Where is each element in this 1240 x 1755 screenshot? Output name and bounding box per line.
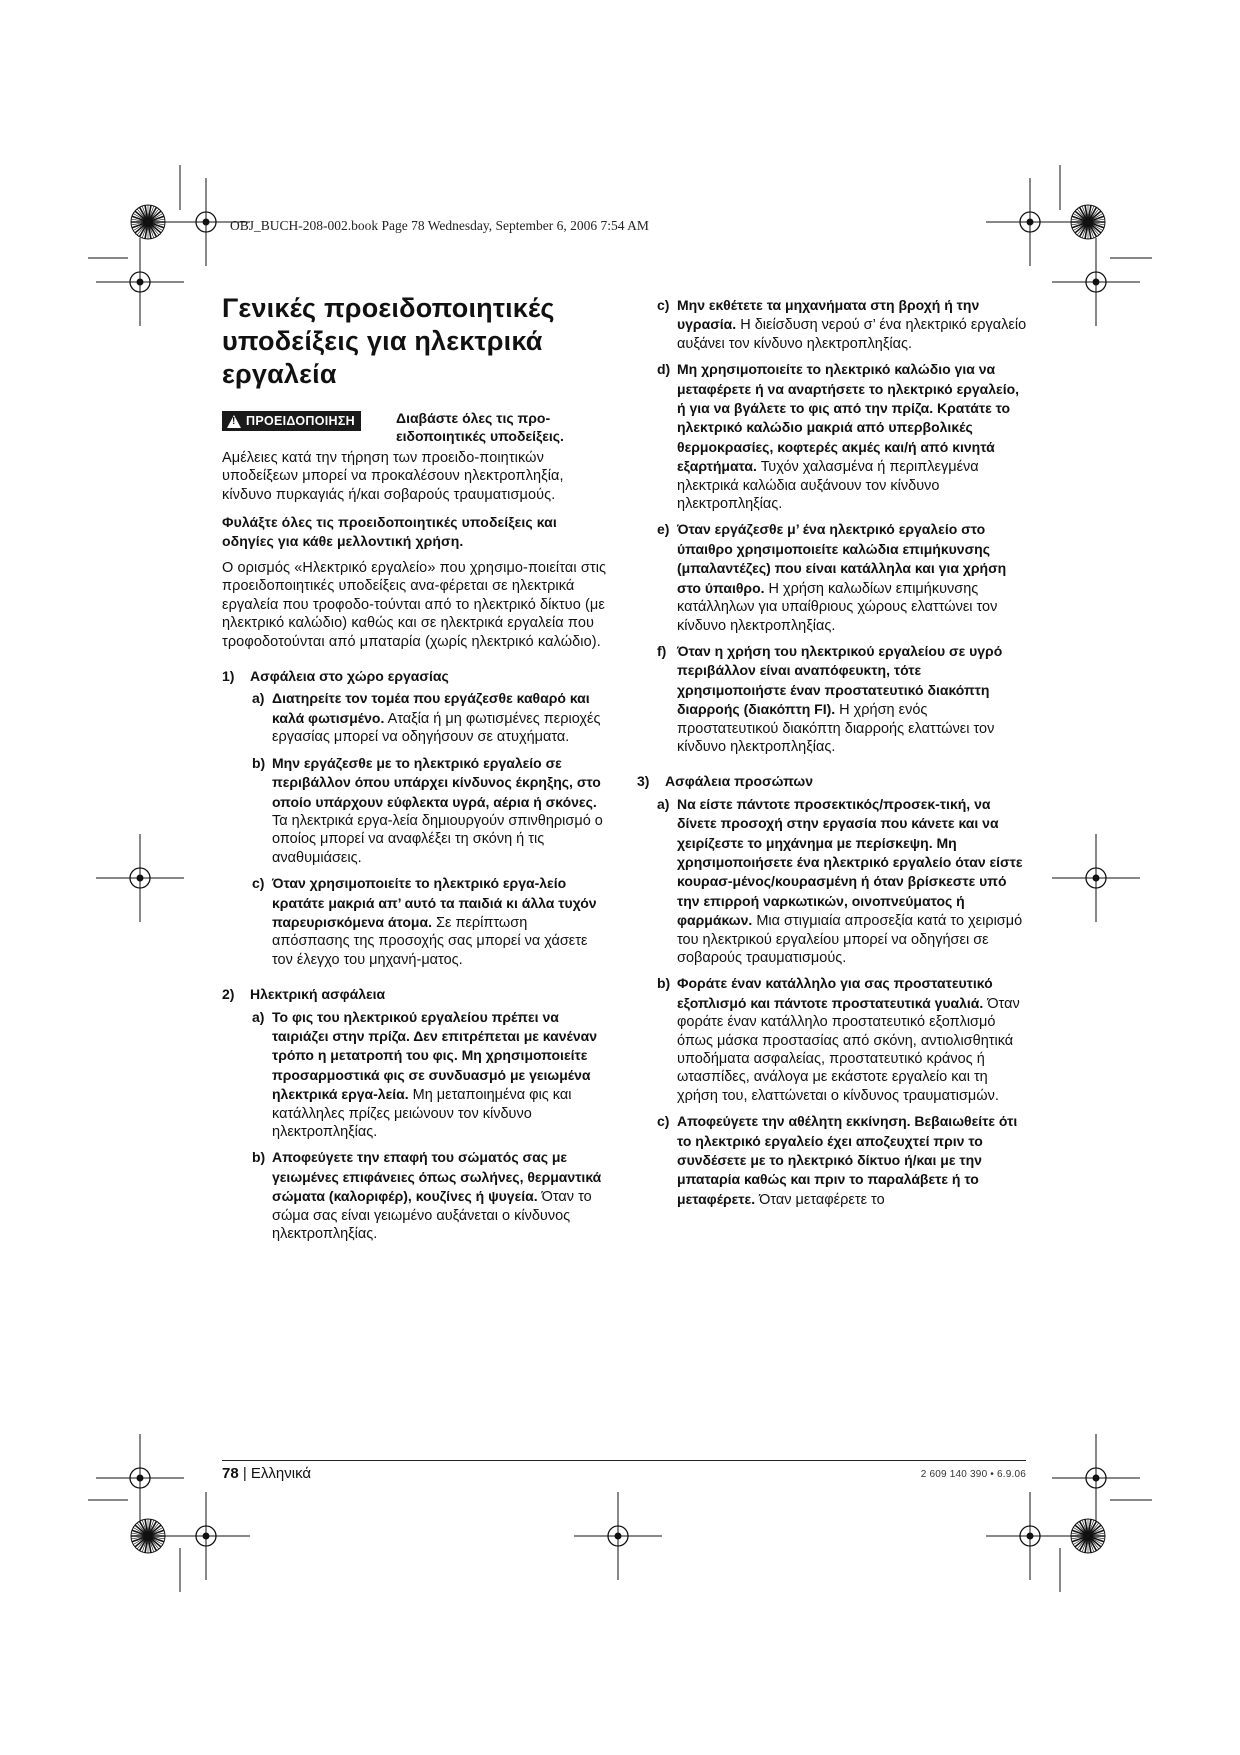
list-item xyxy=(252,1008,608,1142)
crosshair-dot xyxy=(137,1475,144,1482)
list-item-bold: Μην εργάζεσθε με το ηλεκτρικό εργαλείο σε περιβάλλον όπου υπάρχει κίνδυνος έκρηξης, στο οποίο υπάρχουν εύφλεκτα υγρά, αέρια ή σκόνες. xyxy=(272,754,601,810)
list-item-letter: a) xyxy=(252,1008,265,1025)
list-item-bold: Όταν χρησιμοποιείτε το ηλεκτρικό εργα-λείο κρατάτε μακριά απ’ αυτό τα παιδιά κι άλλα τυχόν παρευρισκόμενα άτομα. xyxy=(272,875,597,930)
page-number: 78 xyxy=(222,1465,239,1482)
list-item-body: Τα ηλεκτρικά εργα-λεία δημιουργούν σπινθηρισμό ο οποίος μπορεί να αναφλέξει τη σκόνη ή τις αναθυμιάσεις. xyxy=(272,812,603,866)
list-item-text xyxy=(272,1148,608,1243)
warning-badge-label: ΠΡΟΕΙΔΟΠΟΙΗΣΗ xyxy=(246,414,355,428)
section-2-number: 2) xyxy=(222,986,235,1003)
crosshair-dot xyxy=(1027,1533,1034,1540)
print-header-stamp: OBJ_BUCH-208-002.book Page 78 Wednesday, September 6, 2006 7:54 AM xyxy=(230,218,649,233)
section-2-heading xyxy=(222,985,608,1003)
list-item-bold: Να είστε πάντοτε προσεκτικός/προσεκ-τική, να δίνετε προσοχή στην εργασία που κάνετε και να χειρίζεστε το μηχάνημα με περίσκεψη. Μη χρησιμοποιήσετε ένα ηλεκτρικό εργαλείο όταν είστε κουρασ-μένος/κουρασμένη ή όταν βρίσκεστε υπό την επιρροή ναρκωτικών, οινοπνεύματος ή φαρμάκων. xyxy=(677,795,1023,929)
list-item-letter: d) xyxy=(657,361,671,378)
warning-block xyxy=(222,409,608,449)
list-item-text xyxy=(677,642,1031,756)
list-item-bold: Φοράτε έναν κατάλληλο για σας προστατευτικό εξοπλισμό και πάντοτε προστατευτικά γυαλιά. xyxy=(677,975,993,1011)
list-item-text xyxy=(272,754,608,867)
section-1-number: 1) xyxy=(222,668,235,685)
list-item xyxy=(657,296,1031,353)
section-2-title: Ηλεκτρική ασφάλεια xyxy=(250,986,386,1003)
section-3-title: Ασφάλεια προσώπων xyxy=(665,773,814,790)
list-item xyxy=(252,689,608,746)
list-item-letter: a) xyxy=(657,795,670,812)
section-2-items-left xyxy=(222,1008,608,1244)
list-item-body: Μη μεταποιημένα φις και κατάλληλες πρίζες μειώνουν τον κίνδυνο ηλεκτροπληξίας. xyxy=(272,1087,572,1140)
section-3-items xyxy=(637,795,1031,1210)
list-item xyxy=(657,1112,1031,1209)
list-item-text xyxy=(677,974,1031,1105)
list-item-text xyxy=(677,1112,1031,1209)
crosshair-dot xyxy=(1093,875,1100,882)
list-item-body: Όταν μεταφέρετε το xyxy=(755,1191,885,1208)
starburst-center xyxy=(146,220,151,225)
starburst-center xyxy=(1086,1534,1091,1539)
crosshair-dot xyxy=(203,1533,210,1540)
section-3-heading xyxy=(637,772,1031,790)
warning-triangle-icon xyxy=(227,415,241,428)
section-1-title: Ασφάλεια στο χώρο εργασίας xyxy=(250,668,449,685)
list-item-letter: c) xyxy=(657,297,670,313)
list-item xyxy=(252,754,608,867)
starburst-center xyxy=(1086,220,1091,225)
footer-language: Ελληνικά xyxy=(250,1465,312,1482)
section-1-heading xyxy=(222,667,608,685)
section-1 xyxy=(222,667,608,969)
list-item-letter: b) xyxy=(252,1149,266,1166)
crosshair-dot xyxy=(137,279,144,286)
list-item-letter: b) xyxy=(657,975,671,992)
crosshair-dot xyxy=(203,219,210,226)
crosshair-dot xyxy=(1093,1475,1100,1482)
list-item-bold: Όταν εργάζεσθε μ’ ένα ηλεκτρικό εργαλείο στο ύπαιθρο χρησιμοποιείτε καλώδια επιμήκυνσης (μπαλαντέζες) που είναι κατάλληλα και για χρήση στο ύπαιθρο. xyxy=(677,521,1007,596)
list-item-text xyxy=(677,795,1031,968)
list-item-letter: c) xyxy=(657,1113,670,1130)
list-item-letter: f) xyxy=(657,642,667,659)
list-item xyxy=(657,642,1031,756)
list-item xyxy=(657,360,1031,513)
list-item-body: Σε περίπτωση απόσπασης της προσοχής σας μπορεί να χάσετε τον έλεγχο του μηχανή-ματος. xyxy=(272,914,588,968)
crosshair-dot xyxy=(137,875,144,882)
crosshair-dot xyxy=(1027,219,1034,226)
page-title: Γενικές προειδοποιητικές υποδείξεις για ηλεκτρικά εργαλεία xyxy=(222,293,555,389)
list-item-text xyxy=(677,296,1031,353)
list-item-text xyxy=(272,1008,608,1142)
list-item-letter: b) xyxy=(252,754,266,771)
list-item-bold: Αποφεύγετε την επαφή του σώματός σας με γειωμένες επιφάνειες όπως σωλήνες, θερμαντικά σώματα (καλοριφέρ), κουζίνες ή ψυγεία. xyxy=(272,1149,602,1205)
crosshair-dot xyxy=(615,1533,622,1540)
footer-separator: | xyxy=(238,1465,251,1482)
intro-text xyxy=(222,449,608,651)
list-item-text xyxy=(677,520,1031,634)
list-item-text xyxy=(677,360,1031,513)
section-3 xyxy=(637,772,1031,1209)
list-item-text xyxy=(272,689,608,746)
warning-badge xyxy=(222,411,361,431)
list-item xyxy=(252,874,608,969)
list-item-body: Η διείσδυση νερού σ’ ένα ηλεκτρικό εργαλείο αυξάνει τον κίνδυνο ηλεκτροπληξίας. xyxy=(677,317,1027,352)
list-item-letter: a) xyxy=(252,690,265,707)
list-item-bold: Μη χρησιμοποιείτε το ηλεκτρικό καλώδιο για να μεταφέρετε ή να αναρτήσετε το ηλεκτρικό εργαλείο, ή για να βγάλετε το φις από την πρίζα. Κρατάτε το ηλεκτρικό καλώδιο μακριά από υπερβολικές θερμοκρασίες, κοφτερές ακμές και/ή από κινητά εξαρτήματα. xyxy=(677,361,1020,475)
list-item-body: Αταξία ή μη φωτισμένες περιοχές εργασίας μπορεί να οδηγήσουν σε ατυχήματα. xyxy=(272,710,601,746)
list-item-bold: Αποφεύγετε την αθέλητη εκκίνηση. Βεβαιωθείτε ότι το ηλεκτρικό εργαλείο έχει αποζευχτεί πριν το συνδέσετε με το ηλεκτρικό δίκτυο ή/και με την μπαταρία καθώς και πριν το παραλάβετε ή το μεταφέρετε. xyxy=(677,1113,1018,1207)
intro-paragraph-2: Φυλάξτε όλες τις προειδοποιητικές υποδείξεις και οδηγίες για κάθε μελλοντική χρήση. xyxy=(222,514,557,549)
list-item-body: Όταν φοράτε έναν κατάλληλο προστατευτικό εξοπλισμό όπως μάσκα προστασίας από σκόνη, αντιολισθητικά υποδήματα ασφαλείας, προστατευτικό κράνος ή ωτασπίδες, ανάλογα με εκάστοτε εργαλείο και τη χρήση του, ελαττώνεται ο κίνδυνος τραυματισμών. xyxy=(677,995,1020,1104)
list-item xyxy=(657,795,1031,968)
list-item-text xyxy=(272,874,608,969)
list-item xyxy=(657,520,1031,634)
list-item-bold: Το φις του ηλεκτρικού εργαλείου πρέπει να ταιριάζει στην πρίζα. Δεν επιτρέπεται με κανέναν τρόπο η μετατροπή του φις. Μη χρησιμοποιείτε προσαρμοστικά φις σε συνδυασμό με γειωμένα ηλεκτρικά εργα-λεία. xyxy=(272,1008,598,1103)
footer-page-label xyxy=(222,1465,311,1482)
intro-paragraph-1: Αμέλειες κατά την τήρηση των προειδο-ποιητικών υποδείξεων μπορεί να προκαλέσουν ηλεκτροπληξία, κίνδυνο πυρκαγιάς ή/και σοβαρούς τραυματισμούς. xyxy=(222,450,564,503)
list-item-body: Όταν το σώμα σας είναι γειωμένο αυξάνεται ο κίνδυνος ηλεκτροπληξίας. xyxy=(272,1189,592,1243)
right-column xyxy=(637,296,1031,1216)
warning-exclamation: ! xyxy=(232,415,236,427)
list-item-bold: Όταν η χρήση του ηλεκτρικού εργαλείου σε υγρό περιβάλλον είναι αναπόφευκτη, τότε χρησιμοποιήστε έναν προστατευτικό διακόπτη διαρροής (διακόπτη FI). xyxy=(677,642,1003,718)
starburst-center xyxy=(146,1534,151,1539)
footer-document-code: 2 609 140 390 • 6.9.06 xyxy=(920,1469,1026,1480)
list-item-bold: Διατηρείτε τον τομέα που εργάζεσθε καθαρό και καλά φωτισμένο. xyxy=(272,690,590,726)
list-item-body: Η χρήση ενός προστατευτικού διακόπτη διαρροής ελαττώνει τον κίνδυνο ηλεκτροπληξίας. xyxy=(677,702,995,755)
left-column xyxy=(222,292,608,1250)
list-item xyxy=(657,974,1031,1105)
section-2 xyxy=(222,985,608,1243)
footer-rule xyxy=(222,1460,1026,1461)
list-item xyxy=(252,1148,608,1243)
crosshair-dot xyxy=(1093,279,1100,286)
section-1-items xyxy=(222,689,608,969)
list-item-body: Μια στιγμιαία απροσεξία κατά το χειρισμό του ηλεκτρικού εργαλείου μπορεί να οδηγήσει σε σοβαρούς τραυματισμούς. xyxy=(677,913,1023,966)
list-item-body: Τυχόν χαλασμένα ή περιπλεγμένα ηλεκτρικά καλώδια αυξάνουν τον κίνδυνο ηλεκτροπληξίας. xyxy=(677,459,979,513)
intro-paragraph-3: Ο ορισμός «Ηλεκτρικό εργαλείο» που χρησιμο-ποιείται στις προειδοποιητικές υποδείξεις ανα-φέρεται σε ηλεκτρικά εργαλεία που τροφοδο-τούνται από το ηλεκτρικό δίκτυο (με ηλεκτρικό καλώδιο) καθώς και σε ηλεκτρικά εργαλεία που τροφοδοτούνται από μπαταρία (χωρίς ηλεκτρικό καλώδιο). xyxy=(222,560,607,650)
warning-lead-text: Διαβάστε όλες τις προ-ειδοποιητικές υποδείξεις. xyxy=(396,410,564,445)
list-item-body: Η χρήση καλωδίων επιμήκυνσης κατάλληλων για υπαίθριους χώρους ελαττώνει τον κίνδυνο ηλεκτροπληξίας. xyxy=(677,580,998,634)
list-item-letter: e) xyxy=(657,521,670,538)
list-item-letter: c) xyxy=(252,875,265,892)
list-item-bold: Μην εκθέτετε τα μηχανήματα στη βροχή ή την υγρασία. xyxy=(677,297,980,333)
section-3-number: 3) xyxy=(637,773,650,790)
